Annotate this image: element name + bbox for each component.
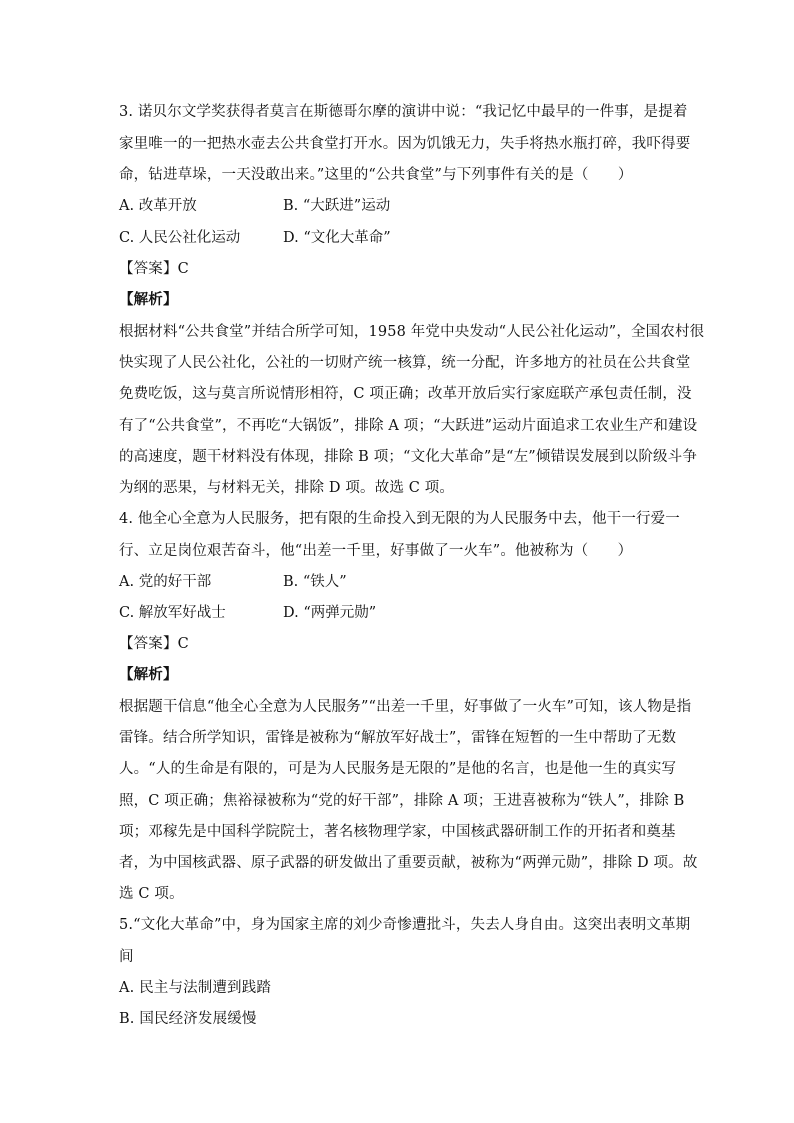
q3-answer: 【答案】C [119,261,189,277]
q3-analysis-line-5: 的高速度，题干材料没有体现，排除 B 项；“文化大革命”是“左”倾错误发展到以阶级斗争 [119,449,697,465]
q4-answer: 【答案】C [119,636,189,652]
q3-stem-line-3: 命，钻进草垛，一天没敢出来。”这里的“公共食堂”与下列事件有关的是（ ） [119,167,633,183]
q4-option-c: C. 解放军好战士 [119,605,226,621]
q3-option-d: D. “文化大革命” [283,230,391,246]
q3-options-row-1 [119,196,390,216]
q4-options-row-1 [119,572,347,592]
q4-analysis-line-3: 人。“人的生命是有限的，可是为人民服务是无限的”是他的名言，也是他一生的真实写 [119,761,677,777]
q4-analysis-line-6: 者，为中国核武器、原子武器的研发做出了重要贡献，被称为“两弹元勋”，排除 D 项。故 [119,855,698,871]
q4-option-d: D. “两弹元勋” [283,605,377,621]
q3-analysis-label: 【解析】 [119,291,178,308]
q3-option-b: B. “大跃进”运动 [283,198,391,214]
q4-analysis-label: 【解析】 [119,666,178,683]
q3-analysis-line-2: 快实现了人民公社化，公社的一切财产统一核算，统一分配，许多地方的社员在公共食堂 [119,355,691,371]
q3-option-a: A. 改革开放 [119,198,197,214]
q3-stem-line-1: 3. 诺贝尔文学奖获得者莫言在斯德哥尔摩的演讲中说：“我记忆中最早的一件事，是提着 [119,104,688,120]
q5-option-b: B. 国民经济发展缓慢 [119,1011,257,1027]
q4-stem-line-1: 4. 他全心全意为人民服务，把有限的生命投入到无限的为人民服务中去，他干一行爱一 [119,511,680,527]
q3-analysis-line-1: 根据材料“公共食堂”并结合所学可知，1958 年党中央发动“人民公社化运动”，全国农村很 [119,324,705,340]
q3-stem-line-2: 家里唯一的一把热水壶去公共食堂打开水。因为饥饿无力，失手将热水瓶打碎，我吓得要 [119,136,691,152]
q4-option-b: B. “铁人” [283,574,347,590]
q3-analysis-line-4: 有了“公共食堂”，不再吃“大锅饭”，排除 A 项；“大跃进”运动片面追求工农业生产和建设 [119,418,698,434]
q4-analysis-line-4: 照，C 项正确；焦裕禄被称为“党的好干部”，排除 A 项；王进喜被称为“铁人”，排除 B [119,793,685,809]
q5-stem-line-1: 5.“文化大革命”中，身为国家主席的刘少奇惨遭批斗，失去人身自由。这突出表明文革期 [119,917,691,933]
q4-stem-line-2: 行、立足岗位艰苦奋斗，他“出差一千里，好事做了一火车”。他被称为（ ） [119,543,633,559]
q4-option-a: A. 党的好干部 [119,574,212,590]
q3-option-c: C. 人民公社化运动 [119,230,241,246]
q4-analysis-line-2: 雷锋。结合所学知识，雷锋是被称为“解放军好战士”，雷锋在短暂的一生中帮助了无数 [119,730,677,746]
q4-options-row-2 [119,603,376,623]
q3-options-row-2 [119,228,391,248]
q4-analysis-line-1: 根据题干信息“他全心全意为人民服务”“出差一千里，好事做了一火车”可知，该人物是指 [119,699,692,715]
q4-analysis-line-7: 选 C 项。 [119,886,184,902]
q5-stem-line-2: 间 [119,949,134,965]
q3-analysis-line-3: 免费吃饭，这与莫言所说情形相符，C 项正确；改革开放后实行家庭联产承包责任制，没 [119,386,692,402]
q4-analysis-line-5: 项；邓稼先是中国科学院院士，著名核物理学家，中国核武器研制工作的开拓者和奠基 [119,824,676,840]
q3-analysis-line-6: 为纲的恶果，与材料无关，排除 D 项。故选 C 项。 [119,480,455,496]
q5-option-a: A. 民主与法制遭到践踏 [119,980,271,996]
